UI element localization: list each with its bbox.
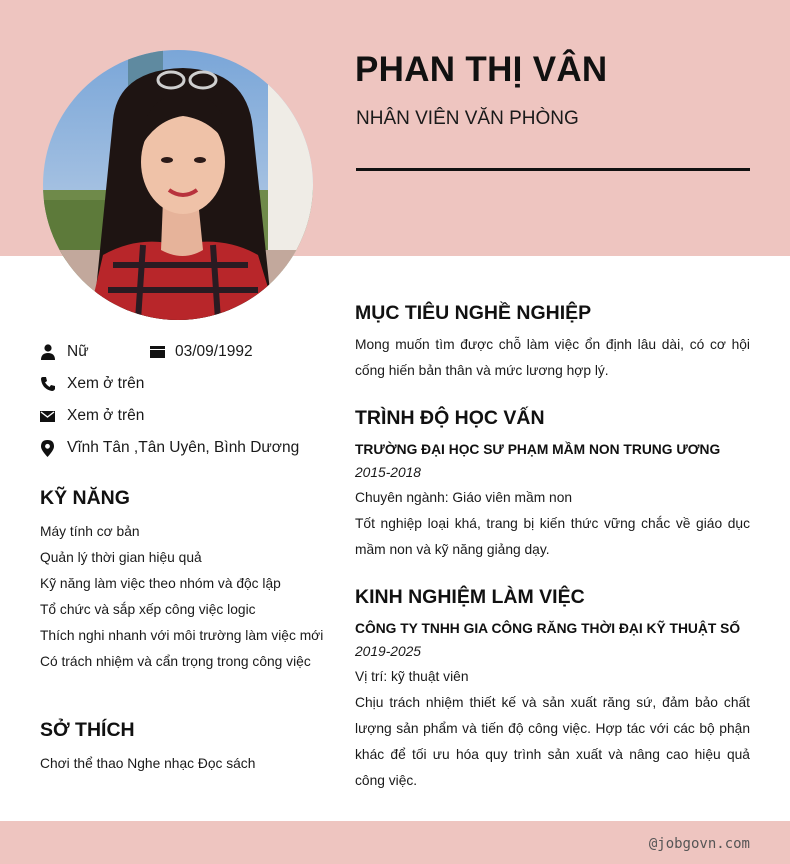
education-title: TRÌNH ĐỘ HỌC VẤN (355, 407, 545, 429)
experience-title: KINH NGHIỆM LÀM VIỆC (355, 586, 585, 608)
phone-value: Xem ở trên (67, 375, 145, 392)
address-row (40, 439, 299, 457)
calendar-icon (150, 344, 165, 360)
person-icon (40, 344, 55, 360)
school-name: TRƯỜNG ĐẠI HỌC SƯ PHẠM MẦM NON TRUNG ƯƠNG (355, 442, 721, 457)
phone-icon (40, 376, 55, 392)
envelope-icon (40, 408, 55, 424)
skills-list (40, 519, 325, 675)
hobbies-text: Chơi thể thao Nghe nhạc Đọc sách (40, 756, 256, 771)
dob-row (150, 343, 253, 361)
header-divider (356, 168, 750, 171)
profile-photo (43, 50, 313, 320)
education-major: Chuyên ngành: Giáo viên mầm non (355, 490, 573, 505)
skill-item: Thích nghi nhanh với môi trường làm việc mới (40, 628, 324, 643)
skill-item: Tổ chức và sắp xếp công việc logic (40, 602, 256, 617)
phone-row (40, 375, 144, 393)
address-value: Vĩnh Tân ,Tân Uyên, Bình Dương (67, 439, 300, 456)
gender-value: Nữ (67, 343, 89, 360)
dob-value: 03/09/1992 (175, 343, 253, 360)
gender-row (40, 343, 89, 361)
candidate-position: NHÂN VIÊN VĂN PHÒNG (356, 108, 579, 129)
experience-description: Chịu trách nhiệm thiết kế và sản xuất răng sứ, đảm bảo chất lượng sản phẩm và tiến độ công việc. Hợp tác với các bộ phận khác để tối ưu hóa quy trình sản xuất và nâng cao hiệu quả công việc. (355, 695, 750, 788)
skill-item: Quản lý thời gian hiệu quả (40, 550, 202, 565)
skill-item: Máy tính cơ bản (40, 524, 140, 539)
watermark-text: @jobgovn.com (648, 836, 750, 852)
skill-item: Kỹ năng làm việc theo nhóm và độc lập (40, 576, 281, 591)
hobbies-title: SỞ THÍCH (40, 719, 135, 741)
experience-period: 2019-2025 (355, 644, 421, 659)
education-description: Tốt nghiệp loại khá, trang bị kiến thức vững chắc về giáo dục mầm non và kỹ năng giảng dạy. (355, 516, 750, 557)
objective-text: Mong muốn tìm được chỗ làm việc ổn định lâu dài, có cơ hội cống hiến bản thân và mức lương hợp lý. (355, 337, 750, 378)
map-pin-icon (40, 440, 55, 456)
candidate-name: PHAN THỊ VÂN (355, 50, 608, 89)
email-row (40, 407, 144, 425)
education-period: 2015-2018 (355, 465, 421, 480)
objective-title: MỤC TIÊU NGHỀ NGHIỆP (355, 302, 592, 324)
experience-role: Vị trí: kỹ thuật viên (355, 669, 469, 684)
skill-item: Có trách nhiệm và cẩn trọng trong công việc (40, 654, 311, 669)
email-value: Xem ở trên (67, 407, 145, 424)
company-name: CÔNG TY TNHH GIA CÔNG RĂNG THỜI ĐẠI KỸ THUẬT SỐ (355, 621, 741, 636)
skills-title: KỸ NĂNG (40, 487, 130, 509)
